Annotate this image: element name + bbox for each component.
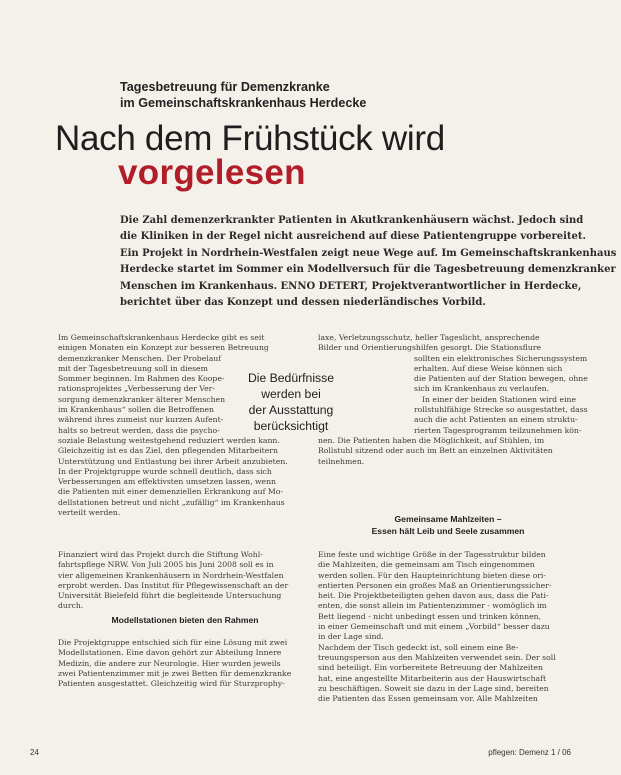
article-kicker	[120, 79, 560, 111]
body-line: Universität Bielefeld führt die begleitende Untersuchung	[58, 591, 282, 601]
body-line: im Krankenhaus“ sollen die Betroffenen	[58, 405, 214, 415]
body-line: sorgung demenzkranker älterer Menschen	[58, 394, 226, 404]
pull-quote-line: werden bei	[261, 387, 321, 401]
body-line: enten, die sonst allein im Patientenzimmer - womöglich im	[318, 601, 547, 611]
body-line: sind beteiligt. Ein vorbereitete Betreuung der Mahlzeiten	[318, 663, 543, 673]
body-line: Sommer beginnen. Im Rahmen des Koope-	[58, 374, 225, 384]
pull-quote-line: berücksichtigt	[253, 419, 329, 433]
body-column-left-bottom	[58, 550, 310, 612]
body-line: rierten Tagesprogramm teilzunehmen kön-	[414, 425, 582, 435]
body-line: entierten Personen ein großes Maß an Orientierungssicher-	[318, 580, 552, 590]
body-line: treuungsperson aus den Mahlzeiten verwendet sein. Der soll	[318, 652, 556, 662]
body-line: Modellstationen. Eine davon gehört zur Abteilung Innere	[58, 648, 282, 658]
body-line: die Patienten das Essen gemeinsam vor. Alle Mahlzeiten	[318, 694, 538, 704]
lead-line: berichtet über das Konzept und dessen niederländisches Vorbild.	[120, 297, 486, 309]
lead-line: Herdecke startet im Sommer ein Modellversuch für die Tagesbetreuung demenzkranker	[120, 264, 616, 276]
lead-line: Ein Projekt in Nordrhein-Westfalen zeigt neue Wege auf. Im Gemeinschaftskrankenhaus	[120, 247, 617, 259]
lead-paragraph	[120, 213, 617, 311]
body-line: demenzkranker Menschen. Der Probelauf	[58, 353, 222, 363]
body-line: in einer Gemeinschaft und mit einem „Vorbild“ besser dazu	[318, 622, 550, 632]
body-line: durch.	[58, 601, 84, 611]
body-line: vier allgemeinen Krankenhäusern in Nordrhein-Westfalen	[58, 570, 284, 580]
headline-line-1: Nach dem Frühstück wird	[55, 119, 445, 158]
lead-line: Die Zahl demenzerkrankter Patienten in Akutkrankenhäusern wächst. Jedoch sind	[120, 215, 584, 226]
pull-quote-line: der Ausstattung	[248, 403, 334, 417]
headline-line-2: vorgelesen	[118, 153, 306, 192]
body-line: sollten ein elektronisches Sicherungssystem	[414, 353, 588, 363]
body-column-right-top	[318, 333, 588, 467]
body-line: während ihres zumeist nur kurzen Aufent-	[58, 415, 224, 425]
lead-line: Menschen im Krankenhaus. ENNO DETERT, Projektverantwortlicher in Herdecke,	[120, 280, 582, 292]
body-column-right-bottom	[318, 550, 570, 704]
body-line: verteilt werden.	[58, 508, 121, 518]
body-line: Medizin, die andere zur Neurologie. Hier wurden jeweils	[58, 658, 281, 668]
body-line: halts so betreut werden, dass die psycho-	[58, 425, 220, 435]
body-line: Nachdem der Tisch gedeckt ist, soll einem eine Be-	[318, 642, 519, 652]
body-line: Die Projektgruppe entschied sich für eine Lösung mit zwei	[58, 638, 288, 647]
body-line: Gleichzeitig ist es das Ziel, den pflegenden Mitarbeitern	[58, 446, 278, 456]
body-line: einigen Monaten ein Konzept zur besseren Betreuung	[58, 343, 269, 353]
body-line: werden sollen. Für den Haupteinrichtung bieten diese ori-	[318, 570, 546, 580]
body-line: Bett liegend - nicht unbedingt essen und trinken können,	[318, 611, 542, 621]
body-line: in der Lage sind.	[318, 632, 384, 642]
body-line: die Patienten auf der Station bewegen, ohne	[414, 374, 588, 384]
body-column-left-after	[58, 638, 310, 689]
body-line: zwei Patientenzimmer mit je zwei Betten für demenzkranke	[58, 668, 292, 678]
body-line: zu beschäftigen. Soweit sie dazu in der Lage sind, bereiten	[318, 683, 549, 693]
issue-footer: pflegen: Demenz 1 / 06	[488, 748, 571, 757]
kicker-line: Tagesbetreuung für Demenzkranke	[120, 80, 330, 94]
body-line: auch die acht Patienten an einem struktu-	[414, 415, 578, 425]
body-line: Bilder und Orientierungshilfen gesorgt. Die Stationsflure	[318, 343, 542, 353]
body-line: sich im Krankenhaus zu verlaufen.	[414, 384, 550, 394]
body-line: mit der Tagesbetreuung soll in diesem	[58, 363, 208, 373]
pull-quote-line: Die Bedürfnisse	[247, 371, 335, 385]
body-line: Im Gemeinschaftskrankenhaus Herdecke gibt es seit	[58, 333, 265, 342]
body-line: Finanziert wird das Projekt durch die Stiftung Wohl-	[58, 550, 263, 559]
kicker-line: im Gemeinschaftskrankenhaus Herdecke	[120, 96, 367, 110]
body-line: laxe, Verletzungsschutz, heller Tageslicht, ansprechende	[318, 333, 540, 342]
lead-line: die Kliniken in der Regel nicht ausreichend auf diese Patientengruppe vorbereitet.	[120, 231, 586, 243]
body-line: nen. Die Patienten haben die Möglichkeit, auf Stühlen, im	[318, 435, 545, 445]
body-line: Rollstuhl sitzend oder auch im Bett an einzelnen Aktivitäten	[318, 446, 553, 456]
body-line: erprobt werden. Das Institut für Pflegewissenschaft an der	[58, 580, 289, 590]
body-line: Unterstützung und Entlastung bei ihrer Arbeit anzubieten.	[58, 456, 288, 466]
subheading-line: Gemeinsame Mahlzeiten –	[394, 514, 502, 524]
body-line: In der Projektgruppe wurde schnell deutlich, dass sich	[58, 466, 272, 476]
body-line: erhalten. Auf diese Weise können sich	[414, 363, 563, 373]
body-line: rollstuhlfähige Strecke so ausgestattet, dass	[414, 405, 588, 415]
subheading-mahlzeiten	[328, 513, 568, 537]
subheading-line: Essen hält Leib und Seele zusammen	[371, 526, 525, 536]
body-line: heit. Die Projektbeteiligten gehen davon aus, dass die Pati-	[318, 591, 549, 601]
body-line: dellstationen betreut und nicht „zufällig“ im Krankenhaus	[58, 497, 285, 507]
body-line: fahrtspflege NRW. Von Juli 2005 bis Juni 2008 soll es in	[58, 560, 274, 570]
body-line: hat, eine angestellte Mitarbeiterin aus der Hauswirtschaft	[318, 673, 547, 683]
body-line: Eine feste und wichtige Größe in der Tagesstruktur bilden	[318, 550, 546, 559]
body-line: soziale Belastung weitestgehend reduziert werden kann.	[58, 435, 280, 445]
body-line: Verbesserungen am effektivsten umsetzen lassen, wenn	[58, 477, 276, 487]
body-line: In einer der beiden Stationen wird eine	[422, 394, 577, 404]
body-line: die Patienten mit einer demenziellen Erkrankung auf Mo-	[58, 487, 283, 497]
body-line: teilnehmen.	[318, 456, 365, 466]
body-line: rationsprojektes „Verbesserung der Ver-	[58, 384, 215, 394]
subheading-modellstationen: Modellstationen bieten den Rahmen	[111, 615, 259, 625]
page-number: 24	[30, 748, 39, 757]
body-line: die Mahlzeiten, die gemeinsam am Tisch eingenommen	[318, 560, 535, 570]
body-line: Patienten ausgestattet. Gleichzeitig wird für Sturzprophy-	[58, 679, 285, 689]
